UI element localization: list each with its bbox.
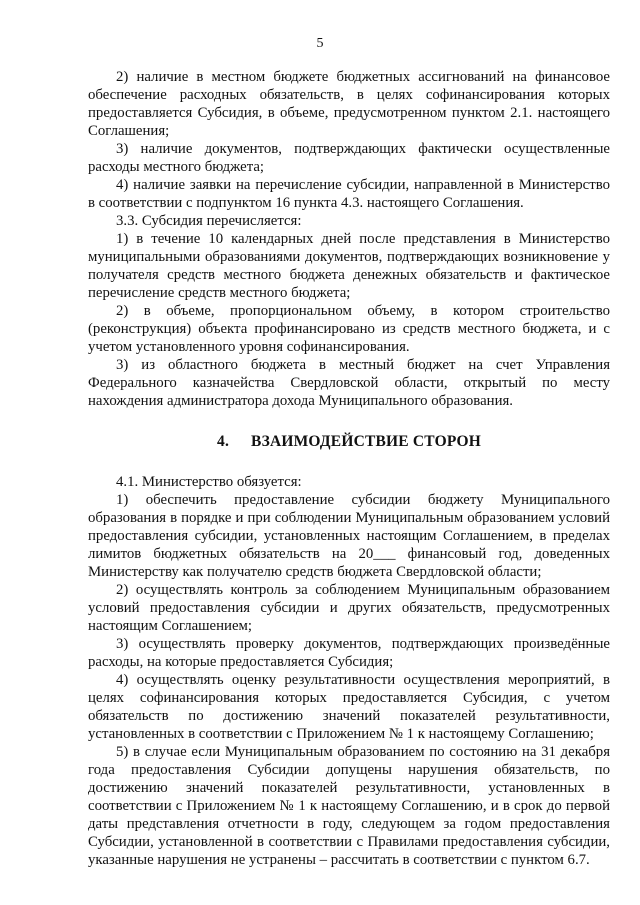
- section-title: ВЗАИМОДЕЙСТВИЕ СТОРОН: [251, 433, 481, 450]
- paragraph-transfer-2: 2) в объеме, пропорциональном объему, в котором строительство (реконструкция) объекта профинансировано из средств местного бюджета, и с учетом установленного уровня софинансирования.: [88, 303, 610, 355]
- paragraph-obligation-4: 4) осуществлять оценку результативности осуществления мероприятий, в целях софинансирования которых предоставляется Субсидия, с учетом обязательств по достижению значений показателей результативности, установленных в соответствии с Приложением № 1 к настоящему Соглашению;: [88, 672, 610, 742]
- paragraph-condition-2: 2) наличие в местном бюджете бюджетных ассигнований на финансовое обеспечение расходных обязательств, в целях софинансирования которых предоставляется Субсидия, в объеме, предусмотренном пунктом 2.1. настоящего Соглашения;: [88, 69, 610, 139]
- paragraph-obligation-2: 2) осуществлять контроль за соблюдением Муниципальным образованием условий предоставления субсидии и других обязательств, предусмотренных настоящим Соглашением;: [88, 582, 610, 634]
- paragraph-transfer-1: 1) в течение 10 календарных дней после представления в Министерство муниципальными образованиями документов, подтверждающих возникновение у получателя средств местного бюджета денежных обязательств и фактическое перечисление средств местного бюджета;: [88, 231, 610, 301]
- paragraph-obligation-1: 1) обеспечить предоставление субсидии бюджету Муниципального образования в порядке и при соблюдении Муниципальным образованием условий предоставления субсидии, установленных настоящим Соглашением, в пределах лимитов бюджетных обязательств на 20___ финансовый год, доведенных Министерству как получателю средств бюджета Свердловской области;: [88, 492, 610, 580]
- section-number: 4.: [217, 433, 230, 450]
- paragraph-obligation-5: 5) в случае если Муниципальным образованием по состоянию на 31 декабря года предоставления Субсидии допущены нарушения обязательств, по достижению значений показателей результативности, установленных в соответствии с Приложением № 1 к настоящему Соглашению, и в срок до первой даты представления отчетности в году, следующем за годом предоставления Субсидии, установленной в соответствии с Правилами предоставления субсидии, указанные нарушения не устранены – рассчитать в соответствии с пунктом 6.7.: [88, 744, 610, 868]
- paragraph-obligation-3: 3) осуществлять проверку документов, подтверждающих произведённые расходы, на которые предоставляется Субсидия;: [88, 636, 610, 670]
- paragraph-transfer-3: 3) из областного бюджета в местный бюджет на счет Управления Федерального казначейства Свердловской области, открытый по месту нахождения администратора дохода Муниципального образования.: [88, 357, 610, 409]
- paragraph-clause-4-1: 4.1. Министерство обязуется:: [116, 474, 302, 490]
- section-heading: [88, 433, 610, 451]
- paragraph-condition-4: 4) наличие заявки на перечисление субсидии, направленной в Министерство в соответствии с подпунктом 16 пункта 4.3. настоящего Соглашения.: [88, 177, 610, 211]
- page-number: 5: [316, 36, 324, 51]
- paragraph-condition-3: 3) наличие документов, подтверждающих фактически осуществленные расходы местного бюджета;: [88, 141, 610, 175]
- paragraph-clause-3-3: 3.3. Субсидия перечисляется:: [116, 213, 302, 229]
- document-body: [88, 68, 610, 869]
